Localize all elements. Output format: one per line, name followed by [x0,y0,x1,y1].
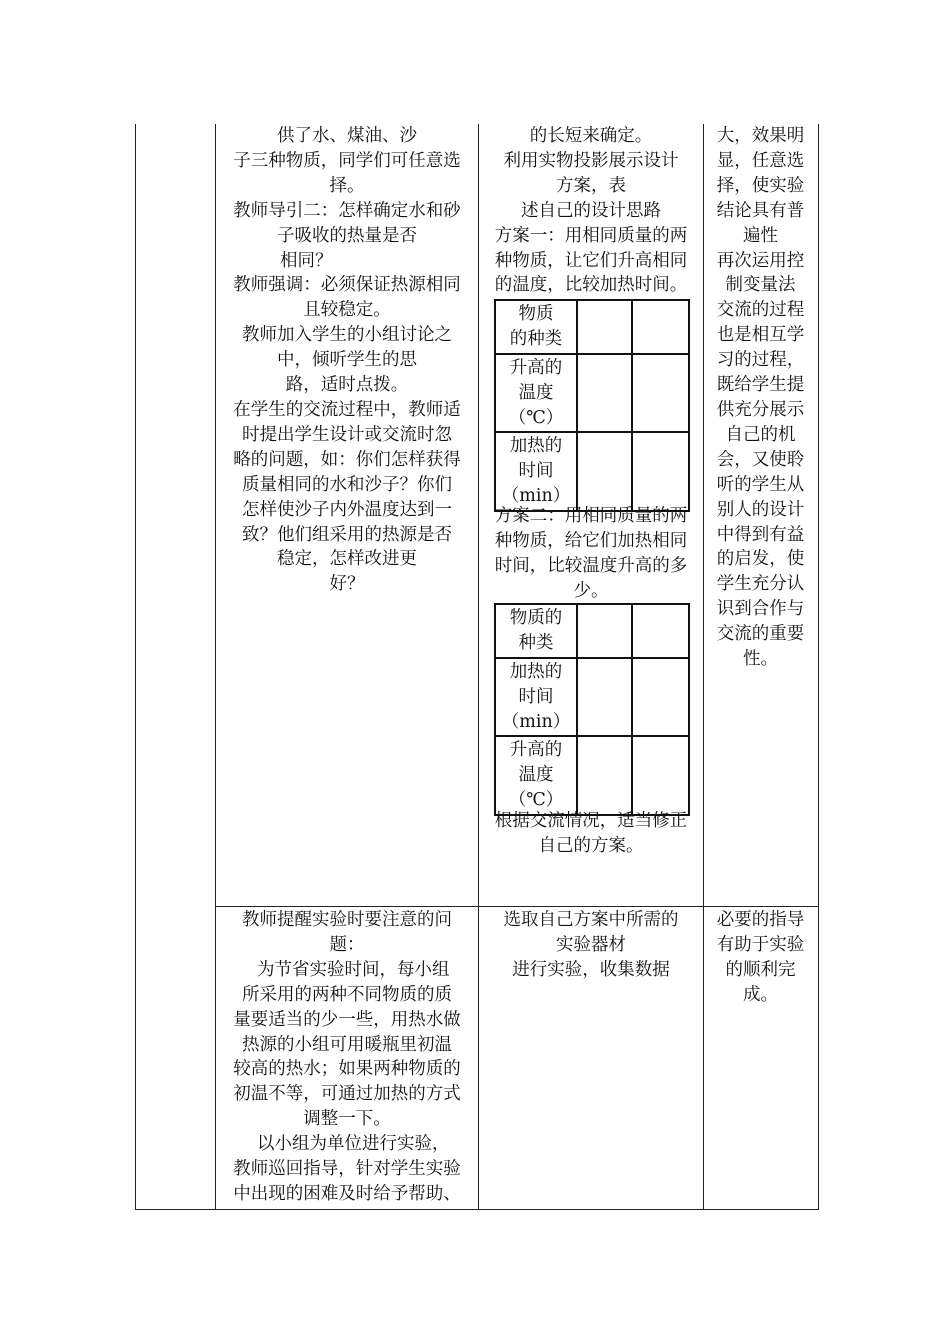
row-header-label: 温度 [518,382,554,403]
text-line: 子三种物质，同学们可任意选 [233,150,461,171]
text-line: 时间，比较温度升高的多 [494,555,688,576]
text-line: 别人的设计 [716,499,805,520]
text-line: 好？ [329,574,365,595]
text-line: 方案，表 [556,175,626,196]
row-header-label: 升高的 [509,357,563,378]
table-row [495,300,689,354]
student-activity-cell [484,124,698,298]
row-header-label: 升高的 [509,740,563,761]
row-header-cell [495,432,577,511]
text-line: 少。 [573,580,609,601]
table-row [495,736,689,815]
text-line: 题： [329,934,365,955]
text-line: 的顺利完 [725,959,796,980]
empty-data-cell [577,354,632,433]
text-line: 相同？ [280,250,333,271]
row-header-cell [495,604,577,658]
row-header-label: 加热的 [509,436,563,457]
row-header-label: 加热的 [509,661,563,682]
empty-data-cell [577,300,632,354]
text-line: 量要适当的少一些，用热水做 [233,1009,461,1030]
student-activity-cell-2 [484,908,698,983]
text-line: 中出现的困难及时给予帮助、 [233,1183,461,1204]
design-intent-cell-2 [708,908,813,1008]
text-line: 制变量法 [725,275,796,296]
empty-data-cell [632,354,689,433]
text-line: 述自己的设计思路 [521,200,661,221]
text-line: 中，倾听学生的思 [277,350,417,371]
text-line: 必要的指导 [716,910,805,930]
text-line: 致？他们组采用的热源是否 [242,524,452,545]
text-line: 教师提醒实验时要注意的问 [242,910,452,930]
teacher-activity-cell-2 [222,908,472,1207]
row-header-cell [495,300,577,354]
design-intent-cell [708,124,813,672]
text-line: 习的过程， [716,350,805,371]
text-line: 供了水、煤油、沙 [277,126,417,146]
text-line: 利用实物投影展示设计 [503,150,679,171]
table-row [495,354,689,433]
text-line: 调整一下。 [303,1109,391,1130]
text-line: 种物质，给它们加热相同 [494,530,688,551]
text-line: 路，适时点拨。 [285,375,409,396]
text-line: 选取自己方案中所需的 [503,910,679,930]
text-line: 子吸收的热量是否 [277,225,417,246]
text-line: 的长短来确定。 [529,126,653,146]
text-line: 结论具有普 [716,200,805,221]
text-line: 大，效果明 [716,126,805,146]
text-line: 交流的重要 [716,624,805,645]
text-line: 的温度，比较加热时间。 [494,275,688,296]
row-header-label: （℃） [508,407,564,428]
row-header-cell [495,658,577,737]
text-line: 会，又使聆 [716,449,805,470]
row-header-label: 种类 [518,632,554,653]
text-line: 性。 [743,649,778,670]
empty-data-cell [632,300,689,354]
scheme-two-table [494,603,690,816]
empty-data-cell [632,604,689,658]
text-line: 热源的小组可用暖瓶里初温 [242,1034,452,1055]
table-row [495,658,689,737]
empty-data-cell [577,604,632,658]
text-line: 自己的机 [725,424,796,445]
table-row [495,432,689,511]
text-line: 怎样使沙子内外温度达到一 [242,499,452,520]
text-line: 进行实验，收集数据 [512,959,670,980]
text-line: 交流的过程 [716,300,805,321]
text-line: 为节省实验时间，每小组 [257,959,450,980]
empty-data-cell [632,432,689,511]
empty-data-cell [577,658,632,737]
text-line: 自己的方案。 [538,835,644,856]
text-line: 方案一：用相同质量的两 [494,225,688,246]
teacher-activity-cell [222,124,472,597]
text-line: 显，任意选 [716,150,805,171]
text-line: 的启发，使 [716,549,805,570]
row-header-label: （min） [501,711,571,732]
text-line: 有助于实验 [716,934,805,955]
text-line: 教师巡回指导，针对学生实验 [233,1159,461,1180]
text-line: 在学生的交流过程中，教师适 [233,399,461,420]
row-header-label: （min） [501,486,571,507]
text-line: 且较稳定。 [303,300,391,321]
text-line: 以小组为单位进行实验， [257,1134,450,1155]
row-header-label: 时间 [518,686,554,707]
table-row [495,604,689,658]
text-line: 择。 [329,175,365,196]
text-line: 方案二：用相同质量的两 [494,506,688,526]
row-header-cell [495,736,577,815]
text-line: 教师强调：必须保证热源相同 [233,275,461,296]
row-header-label: 物质的 [509,607,563,628]
row-header-label: 的种类 [509,328,563,349]
text-line: 中得到有益 [716,524,805,545]
column-divider-1 [215,124,216,1210]
text-line: 既给学生提 [716,375,805,396]
text-line: 种物质，让它们升高相同 [494,250,688,271]
text-line: 较高的热水；如果两种物质的 [233,1059,461,1080]
text-line: 实验器材 [556,934,626,955]
text-line: 教师加入学生的小组讨论之 [242,325,452,346]
empty-data-cell [632,736,689,815]
text-line: 学生充分认 [716,574,805,595]
text-line: 识到合作与 [716,599,805,620]
scheme-two-text [484,504,698,604]
text-line: 质量相同的水和沙子？你们 [242,474,452,495]
empty-data-cell [577,432,632,511]
text-line: 再次运用控 [716,250,805,271]
text-line: 略的问题，如：你们怎样获得 [233,449,461,470]
text-line: 教师导引二：怎样确定水和砂 [233,200,461,221]
scheme-one-table [494,299,690,512]
row-header-label: 温度 [518,765,554,786]
text-line: 时提出学生设计或交流时忽 [242,424,452,445]
empty-data-cell [577,736,632,815]
text-line: 所采用的两种不同物质的质 [242,984,452,1005]
column-divider-2 [478,124,479,1210]
row-header-cell [495,354,577,433]
text-line: 供充分展示 [716,399,805,420]
revise-plan-text [484,809,698,859]
row-header-label: （℃） [508,790,564,811]
row-divider [215,906,819,907]
text-line: 初温不等，可通过加热的方式 [233,1084,461,1105]
row-header-label: 时间 [518,461,554,482]
text-line: 稳定，怎样改进更 [277,549,417,570]
column-divider-3 [703,124,704,1210]
text-line: 择，使实验 [716,175,805,196]
text-line: 听的学生从 [716,474,805,495]
text-line: 成。 [743,984,778,1005]
empty-data-cell [632,658,689,737]
text-line: 遍性 [743,225,778,246]
text-line: 也是相互学 [716,325,805,346]
row-header-label: 物质 [518,303,554,324]
text-line: 根据交流情况，适当修正 [494,811,688,831]
